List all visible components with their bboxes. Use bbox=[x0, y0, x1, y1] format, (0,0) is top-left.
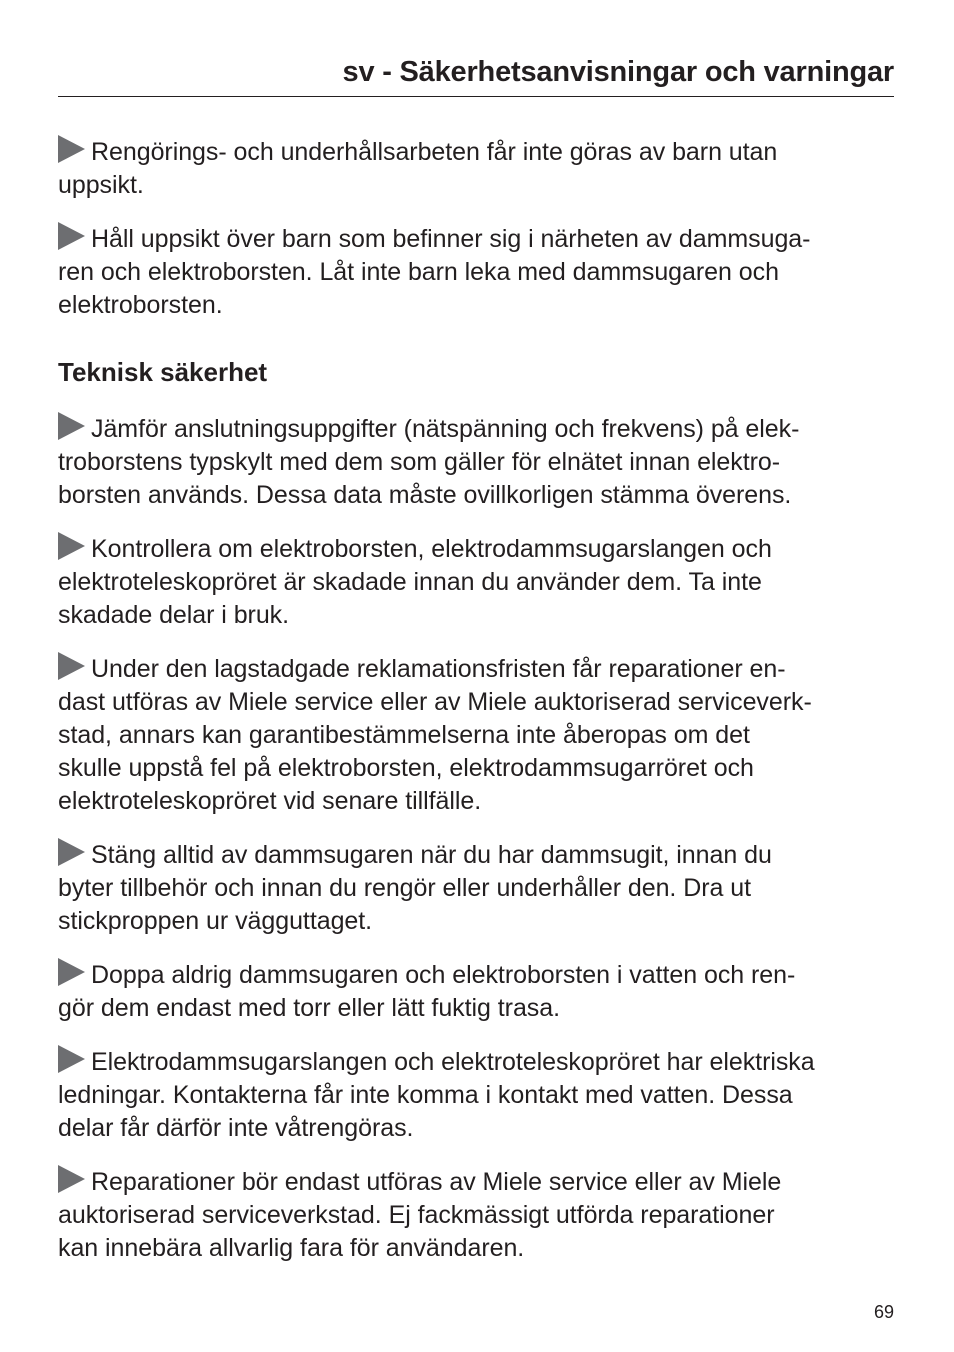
paragraph-line: Doppa aldrig dammsugaren och elektroborsten i vatten och ren- bbox=[58, 958, 894, 992]
paragraph-line: Rengörings- och underhållsarbeten får inte göras av barn utan bbox=[58, 135, 894, 169]
paragraph-line: ledningar. Kontakterna får inte komma i kontakt med vatten. Dessa bbox=[58, 1081, 793, 1109]
paragraph-line: delar får därför inte våtrengöras. bbox=[58, 1114, 414, 1142]
paragraph-line: kan innebära allvarlig fara för användaren. bbox=[58, 1234, 525, 1262]
page-number: 69 bbox=[873, 1302, 894, 1322]
paragraph-line: ren och elektroborsten. Låt inte barn leka med dammsugaren och bbox=[58, 258, 779, 286]
paragraph-line: elektroteleskopröret vid senare tillfälle. bbox=[58, 787, 482, 815]
triangle-bullet-icon bbox=[58, 532, 85, 560]
warning-paragraph bbox=[58, 222, 894, 322]
paragraph-line: dast utföras av Miele service eller av Miele auktoriserad serviceverk- bbox=[58, 688, 812, 716]
triangle-bullet-icon bbox=[58, 1045, 85, 1073]
paragraph-line: gör dem endast med torr eller lätt fuktig trasa. bbox=[58, 994, 560, 1022]
triangle-bullet-icon bbox=[58, 135, 85, 163]
header-title: sv - Säkerhetsanvisningar och varningar bbox=[342, 56, 894, 88]
paragraph-line: byter tillbehör och innan du rengör eller underhåller den. Dra ut bbox=[58, 874, 752, 902]
warning-paragraph bbox=[58, 958, 894, 1025]
paragraph-line: borsten används. Dessa data måste ovillkorligen stämma överens. bbox=[58, 481, 792, 509]
triangle-bullet-icon bbox=[58, 412, 85, 440]
paragraph-line: uppsikt. bbox=[58, 171, 144, 199]
triangle-bullet-icon bbox=[58, 222, 85, 250]
warning-paragraph bbox=[58, 652, 894, 818]
warning-paragraph bbox=[58, 838, 894, 938]
paragraph-line: skulle uppstå fel på elektroborsten, elektrodammsugarröret och bbox=[58, 754, 754, 782]
paragraph-line: stickproppen ur vägguttaget. bbox=[58, 907, 373, 935]
paragraph-line: Reparationer bör endast utföras av Miele service eller av Miele bbox=[58, 1165, 894, 1199]
page-content bbox=[58, 135, 894, 1265]
triangle-bullet-icon bbox=[58, 1165, 85, 1193]
paragraph-line: stad, annars kan garantibestämmelserna inte åberopas om det bbox=[58, 721, 750, 749]
warning-paragraph bbox=[58, 1045, 894, 1145]
warning-paragraph bbox=[58, 135, 894, 202]
paragraph-line: Kontrollera om elektroborsten, elektrodammsugarslangen och bbox=[58, 532, 894, 566]
triangle-bullet-icon bbox=[58, 958, 85, 986]
paragraph-line: Under den lagstadgade reklamationsfristen får reparationer en- bbox=[58, 652, 894, 686]
paragraph-line: skadade delar i bruk. bbox=[58, 601, 290, 629]
page-header bbox=[58, 52, 894, 97]
triangle-bullet-icon bbox=[58, 652, 85, 680]
paragraph-line: Håll uppsikt över barn som befinner sig i närheten av dammsuga- bbox=[58, 222, 894, 256]
warning-paragraph bbox=[58, 532, 894, 632]
warning-paragraph bbox=[58, 412, 894, 512]
triangle-bullet-icon bbox=[58, 838, 85, 866]
paragraph-line: elektroborsten. bbox=[58, 291, 223, 319]
paragraph-line: Jämför anslutningsuppgifter (nätspänning och frekvens) på elek- bbox=[58, 412, 894, 446]
section-heading: Teknisk säkerhet bbox=[58, 357, 268, 387]
paragraph-line: Elektrodammsugarslangen och elektroteleskopröret har elektriska bbox=[58, 1045, 894, 1079]
paragraph-line: elektroteleskopröret är skadade innan du använder dem. Ta inte bbox=[58, 568, 762, 596]
document-page bbox=[58, 0, 894, 1285]
warning-paragraph bbox=[58, 1165, 894, 1265]
paragraph-line: auktoriserad serviceverkstad. Ej fackmässigt utförda reparationer bbox=[58, 1201, 775, 1229]
paragraph-line: Stäng alltid av dammsugaren när du har dammsugit, innan du bbox=[58, 838, 894, 872]
paragraph-line: troborstens typskylt med dem som gäller för elnätet innan elektro- bbox=[58, 448, 781, 476]
